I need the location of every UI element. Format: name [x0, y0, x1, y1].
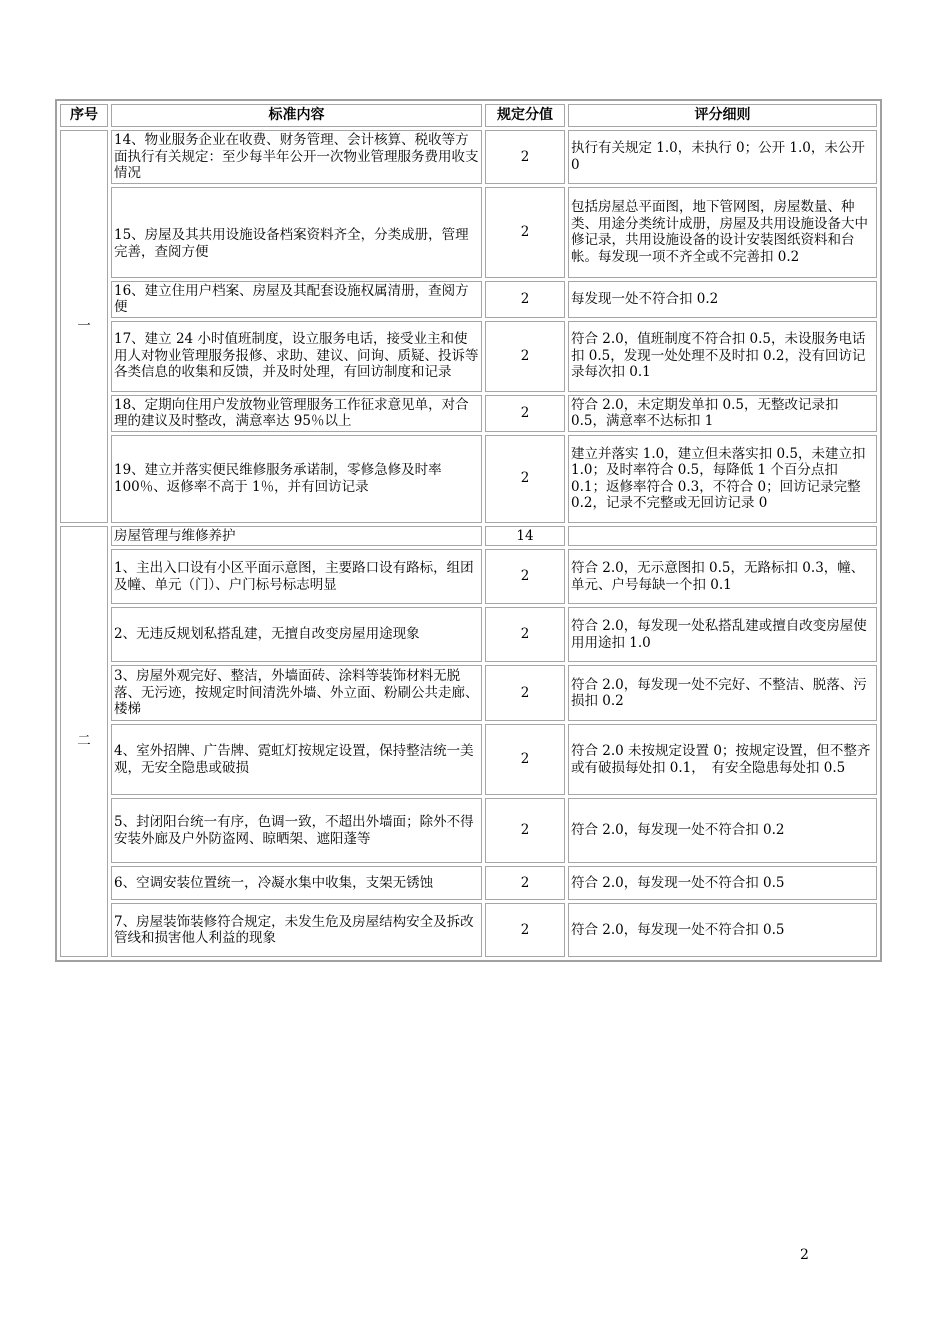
- header-seq: 序号: [60, 104, 108, 127]
- table-row: [60, 395, 877, 432]
- content-cell: 17、建立 24 小时值班制度，设立服务电话，接受业主和使用人对物业管理服务报修、求助、建议、问询、质疑、投诉等各类信息的收集和反馈，并及时处理，有回访制度和记录: [111, 321, 482, 392]
- content-cell: 14、物业服务企业在收费、财务管理、会计核算、税收等方面执行有关规定：至少每半年公开一次物业管理服务费用收支情况: [111, 130, 482, 184]
- score-cell: 2: [485, 607, 565, 662]
- table-row: [60, 549, 877, 604]
- content-cell: 5、封闭阳台统一有序，色调一致，不超出外墙面；除外不得安装外廊及户外防盗网、晾晒架、遮阳蓬等: [111, 798, 482, 863]
- score-cell: 2: [485, 724, 565, 795]
- score-cell: 2: [485, 130, 565, 184]
- rule-cell: 符合 2.0，未定期发单扣 0.5，无整改记录扣 0.5，满意率不达标扣 1: [568, 395, 877, 432]
- content-cell: 6、空调安装位置统一，冷凝水集中收集，支架无锈蚀: [111, 866, 482, 900]
- rule-cell: 符合 2.0，每发现一处不符合扣 0.5: [568, 866, 877, 900]
- table-row: [60, 321, 877, 392]
- score-cell: 2: [485, 549, 565, 604]
- table-row: [60, 903, 877, 957]
- table-row: [60, 798, 877, 863]
- content-cell: 3、房屋外观完好、整洁，外墙面砖、涂料等装饰材料无脱落、无污迹，按规定时间清洗外墙、外立面、粉刷公共走廊、楼梯: [111, 665, 482, 721]
- table-row: [60, 281, 877, 318]
- table-row: [60, 724, 877, 795]
- content-cell: 7、房屋装饰装修符合规定，未发生危及房屋结构安全及拆改管线和损害他人利益的现象: [111, 903, 482, 957]
- rule-cell: 建立并落实 1.0，建立但未落实扣 0.5，未建立扣 1.0；及时率符合 0.5，每降低 1 个百分点扣 0.1；返修率符合 0.3，不符合 0；回访记录完整 0.2，记录不完整或无回访记录 0: [568, 435, 877, 523]
- section-number: 一: [60, 130, 108, 523]
- score-cell: 2: [485, 187, 565, 278]
- score-cell: 2: [485, 321, 565, 392]
- content-cell: 4、室外招牌、广告牌、霓虹灯按规定设置，保持整洁统一美观，无安全隐患或破损: [111, 724, 482, 795]
- standards-table: [55, 99, 882, 962]
- content-cell: 19、建立并落实便民维修服务承诺制，零修急修及时率 100％、返修率不高于 1％，并有回访记录: [111, 435, 482, 523]
- section-title: 房屋管理与维修养护: [111, 526, 482, 547]
- score-cell: 14: [485, 526, 565, 547]
- score-cell: 2: [485, 903, 565, 957]
- rule-cell: 符合 2.0，每发现一处私搭乱建或擅自改变房屋使用用途扣 1.0: [568, 607, 877, 662]
- table-row: [60, 607, 877, 662]
- rule-cell: 执行有关规定 1.0，未执行 0；公开 1.0，未公开 0: [568, 130, 877, 184]
- rule-cell: 每发现一处不符合扣 0.2: [568, 281, 877, 318]
- header-content: 标准内容: [111, 104, 482, 127]
- header-rules: 评分细则: [568, 104, 877, 127]
- rule-cell: 符合 2.0，无示意图扣 0.5，无路标扣 0.3，幢、单元、户号每缺一个扣 0.1: [568, 549, 877, 604]
- score-cell: 2: [485, 798, 565, 863]
- header-score: 规定分值: [485, 104, 565, 127]
- rule-cell: 符合 2.0，每发现一处不符合扣 0.5: [568, 903, 877, 957]
- rule-cell: 符合 2.0 未按规定设置 0；按规定设置，但不整齐或有破损每处扣 0.1， 有安全隐患每处扣 0.5: [568, 724, 877, 795]
- score-cell: 2: [485, 435, 565, 523]
- table-row: [60, 866, 877, 900]
- section-number: 二: [60, 526, 108, 958]
- section-title-row: [60, 526, 877, 547]
- score-cell: 2: [485, 395, 565, 432]
- content-cell: 2、无违反规划私搭乱建，无擅自改变房屋用途现象: [111, 607, 482, 662]
- rule-cell: 符合 2.0，每发现一处不完好、不整洁、脱落、污损扣 0.2: [568, 665, 877, 721]
- rule-cell: 符合 2.0，值班制度不符合扣 0.5，未设服务电话扣 0.5，发现一处处理不及时扣 0.2，没有回访记录每次扣 0.1: [568, 321, 877, 392]
- table-row: [60, 665, 877, 721]
- score-cell: 2: [485, 866, 565, 900]
- page-number: 2: [800, 1247, 809, 1263]
- rule-cell: [568, 526, 877, 547]
- header-row: [60, 104, 877, 127]
- content-cell: 18、定期向住用户发放物业管理服务工作征求意见单，对合理的建议及时整改，满意率达 95％以上: [111, 395, 482, 432]
- score-cell: 2: [485, 665, 565, 721]
- table-row: [60, 130, 877, 184]
- rule-cell: 包括房屋总平面图，地下管网图，房屋数量、种类、用途分类统计成册，房屋及共用设施设备大中修记录，共用设施设备的设计安装图纸资料和台帐。每发现一项不齐全或不完善扣 0.2: [568, 187, 877, 278]
- content-cell: 16、建立住用户档案、房屋及其配套设施权属清册，查阅方便: [111, 281, 482, 318]
- table-row: [60, 435, 877, 523]
- content-cell: 1、主出入口设有小区平面示意图，主要路口设有路标，组团及幢、单元（门）、户门标号标志明显: [111, 549, 482, 604]
- table-row: [60, 187, 877, 278]
- content-cell: 15、房屋及其共用设施设备档案资料齐全，分类成册，管理完善，查阅方便: [111, 187, 482, 278]
- rule-cell: 符合 2.0，每发现一处不符合扣 0.2: [568, 798, 877, 863]
- score-cell: 2: [485, 281, 565, 318]
